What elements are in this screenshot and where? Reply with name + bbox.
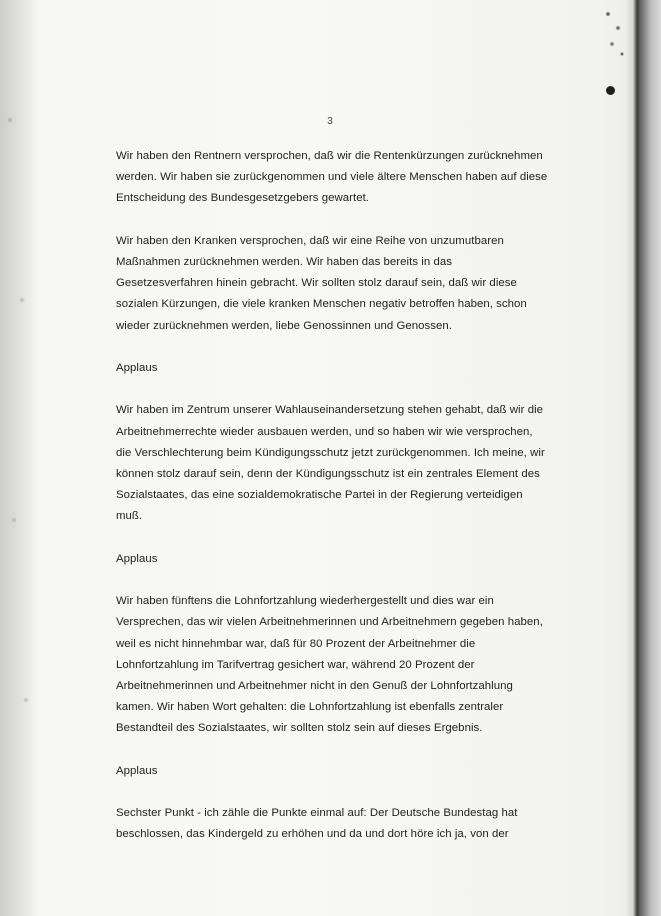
text-line: Versprechen, das wir vielen Arbeitnehmerinnen und Arbeitnehmern gegeben haben, [116,616,543,629]
text-line: Wir haben den Rentnern versprochen, daß wir die Rentenkürzungen zurücknehmen [116,150,543,162]
text-line: Arbeitnehmerrechte wieder ausbauen werden, und so haben wir wie versprochen, [116,425,533,438]
text-line: die Verschlechterung beim Kündigungsschutz jetzt zurückgenommen. Ich meine, wir [116,446,545,459]
applause-note: Applaus [116,552,158,565]
text-line: Wir haben fünftens die Lohnfortzahlung wiederhergestellt und dies war ein [116,595,494,608]
text-line: Maßnahmen zurücknehmen werden. Wir haben das bereits in das [116,256,452,268]
page-number: 3 [327,116,333,127]
text-line: Sozialstaates, das eine sozialdemokratische Partei in der Regierung verteidigen [116,489,523,502]
text-line: Entscheidung des Bundesgesetzgebers gewartet. [116,192,370,205]
text-line: muß. [116,510,143,523]
ink-dot-mark [606,86,615,95]
scan-right-edge-shadow [625,0,661,916]
speech-transcript-body [116,146,576,867]
text-line: Wir haben den Kranken versprochen, daß wir eine Reihe von unzumutbaren [116,234,504,247]
paragraph [116,231,576,337]
text-line: Gesetzesverfahren hinein gebracht. Wir sollten stolz darauf sein, daß wir diese [116,277,517,290]
applause-note: Applaus [116,764,158,777]
text-line: sozialen Kürzungen, die viele kranken Menschen negativ betroffen haben, schon [116,298,527,311]
text-line: beschlossen, das Kindergeld zu erhöhen und da und dort höre ich ja, von der [116,828,509,841]
text-line: Sechster Punkt - ich zähle die Punkte einmal auf: Der Deutsche Bundestag hat [116,807,518,820]
text-line: Bestandteil des Sozialstaates, wir sollten stolz sein auf dieses Ergebnis. [116,722,483,735]
paragraph [116,146,576,210]
text-line: Wir haben im Zentrum unserer Wahlauseinandersetzung stehen gehabt, daß wir die [116,404,544,417]
scan-corner-specks [600,4,630,62]
text-line: weil es nicht hinnehmbar war, daß für 80 Prozent der Arbeitnehmer die [116,637,476,650]
text-line: werden. Wir haben sie zurückgenommen und viele ältere Menschen haben auf diese [116,171,548,184]
text-line: wieder zurücknehmen werden, liebe Genossinnen und Genossen. [116,319,453,332]
text-line: können stolz darauf sein, denn der Kündigungsschutz ist ein zentrales Element des [116,468,540,480]
text-line: Lohnfortzahlung im Tarifvertrag gesichert war, während 20 Prozent der [116,658,475,671]
text-line: kamen. Wir haben Wort gehalten: die Lohnfortzahlung ist ebenfalls zentraler [116,701,504,714]
text-line: Arbeitnehmerinnen und Arbeitnehmer nicht in den Genuß der Lohnfortzahlung [116,680,513,692]
paragraph [116,400,576,527]
paragraph [116,591,576,739]
scan-left-edge [0,0,38,916]
paragraph [116,803,576,845]
applause-note: Applaus [116,362,158,374]
